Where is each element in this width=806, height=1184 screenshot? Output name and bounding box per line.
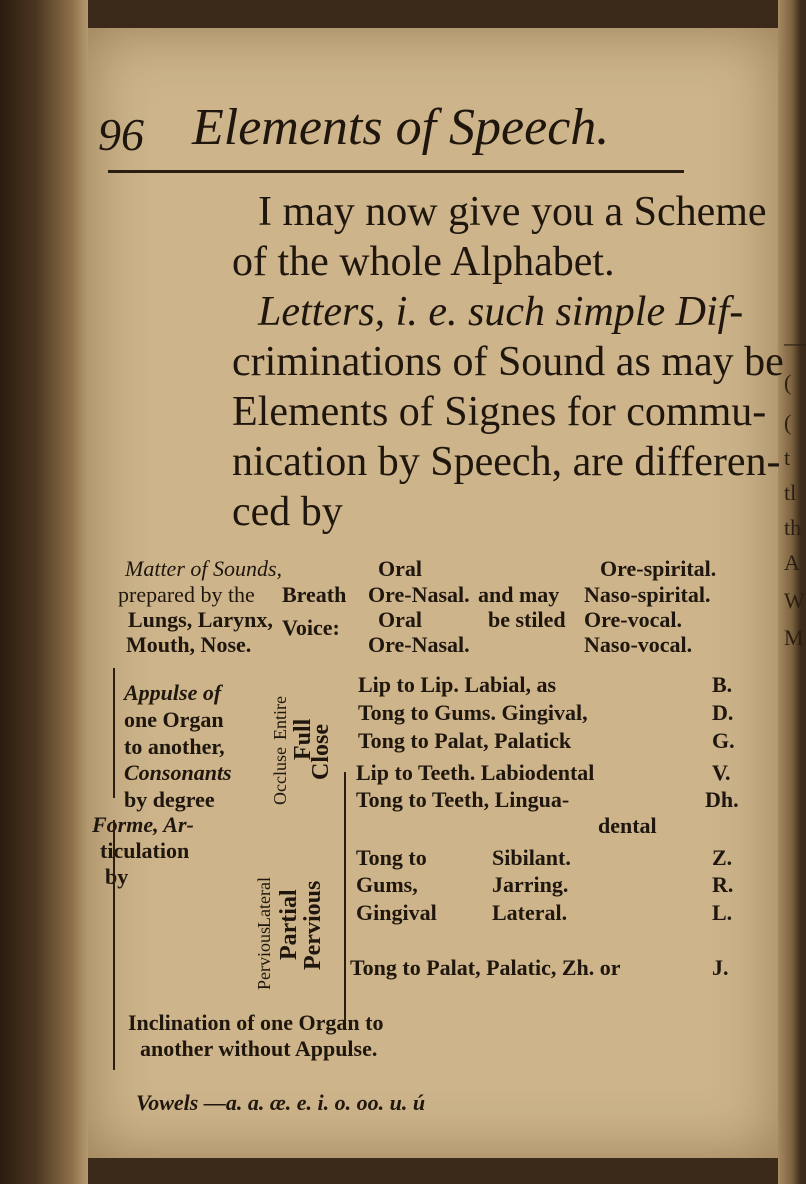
voice: Voice:: [282, 615, 340, 640]
running-head: Elements of Speech.: [192, 99, 610, 156]
letter-r: R.: [712, 872, 734, 897]
tong-to-palat: Tong to Palat, Palatick: [358, 728, 572, 753]
letters-dh: Dh.: [705, 787, 739, 812]
header-rule: [108, 170, 684, 173]
margin-char: t: [784, 445, 791, 470]
letter-g: G.: [712, 728, 735, 753]
letter-b: B.: [712, 672, 733, 697]
naso-vocal: Naso-vocal.: [584, 632, 693, 657]
brace-tong: [344, 850, 346, 1025]
body-line-2: of the whole Alphabet.: [232, 239, 615, 285]
body-line-1: I may now give you a Scheme: [258, 189, 767, 235]
gingival: Gingival: [356, 900, 437, 925]
dental: dental: [598, 813, 657, 838]
vertical-side-4: Pervious: [254, 927, 274, 990]
adjacent-page-edge: [778, 0, 806, 1184]
gums: Gums,: [356, 872, 418, 897]
mouth-nose: Mouth, Nose.: [126, 632, 252, 657]
body-line-5: Elements of Signes for commu-: [232, 389, 767, 435]
tong-to-gums: Tong to Gums. Gingival,: [358, 700, 588, 725]
by-degree: by degree: [124, 787, 215, 812]
naso-spirital: Naso-spirital.: [584, 582, 711, 607]
margin-char: th: [784, 515, 802, 540]
oral-1: Oral: [378, 556, 422, 581]
vertical-side-3: Lateral: [254, 877, 274, 928]
letter-d: D.: [712, 700, 734, 725]
lip-to-teeth: Lip to Teeth. Labiodental: [356, 760, 595, 785]
vertical-pervious: Pervious: [300, 880, 326, 970]
tong-to-palat-zh: Tong to Palat, Palatic, Zh. or: [350, 955, 621, 980]
one-organ: one Organ: [124, 707, 224, 732]
to-another: to another,: [124, 734, 225, 759]
margin-char: (: [784, 370, 792, 395]
ore-nasal-1: Ore-Nasal.: [368, 582, 470, 607]
oral-2: Oral: [378, 607, 422, 632]
brace-dental: [344, 772, 346, 852]
and-may: and may: [478, 582, 560, 607]
matter-of-sounds: Matter of Sounds,: [125, 556, 283, 581]
body-line-7: ced by: [232, 489, 343, 535]
lateral: Lateral.: [492, 900, 568, 925]
jarring: Jarring.: [492, 872, 569, 897]
brace-articulation: [113, 820, 115, 1070]
body-line-6: nication by Speech, are differen-: [232, 439, 781, 485]
margin-char: W: [784, 588, 805, 613]
tong-to-teeth: Tong to Teeth, Lingua-: [356, 787, 570, 812]
inclination: Inclination of one Organ to: [128, 1010, 384, 1035]
book-gutter-left: [0, 0, 88, 1184]
consonants: Consonants: [124, 760, 232, 785]
body-line-4: criminations of Sound as may be: [232, 339, 784, 385]
margin-char: M: [784, 625, 804, 650]
vertical-partial: Partial: [276, 889, 302, 960]
vertical-close: Close: [308, 724, 334, 780]
margin-char: A: [784, 550, 800, 575]
vertical-side-1: Entire: [270, 696, 290, 740]
sibilant: Sibilant.: [492, 845, 571, 870]
letter-z: Z.: [712, 845, 733, 870]
prepared-by: prepared by the: [118, 582, 255, 607]
vertical-full: Full: [290, 718, 316, 760]
brace-appulse: [113, 668, 115, 798]
ore-vocal: Ore-vocal.: [584, 607, 682, 632]
lip-to-lip: Lip to Lip. Labial, as: [358, 672, 557, 697]
tong-to: Tong to: [356, 845, 427, 870]
letter-v: V.: [712, 760, 731, 785]
letter-j: J.: [712, 955, 729, 980]
by: by: [105, 864, 129, 889]
appulse-of: Appulse of: [124, 680, 222, 705]
ticulation: ticulation: [100, 838, 190, 863]
margin-char: tl: [784, 480, 797, 505]
letter-l: L.: [712, 900, 733, 925]
breath: Breath: [282, 582, 347, 607]
ore-nasal-2: Ore-Nasal.: [368, 632, 470, 657]
margin-char: —: [784, 330, 806, 355]
margin-char: (: [784, 410, 792, 435]
be-stiled: be stiled: [488, 607, 566, 632]
lungs-larynx: Lungs, Larynx,: [128, 607, 273, 632]
vowels: Vowels —a. a. æ. e. i. o. oo. u. ú: [136, 1090, 426, 1115]
another-without-appulse: another without Appulse.: [140, 1036, 378, 1061]
forme-articulation: Forme, Ar-: [92, 812, 194, 837]
ore-spirital: Ore-spirital.: [600, 556, 717, 581]
page-number: 96: [98, 109, 144, 160]
vertical-side-2: Occluse: [270, 747, 290, 805]
body-line-3: Letters, i. e. such simple Dif-: [258, 289, 744, 335]
